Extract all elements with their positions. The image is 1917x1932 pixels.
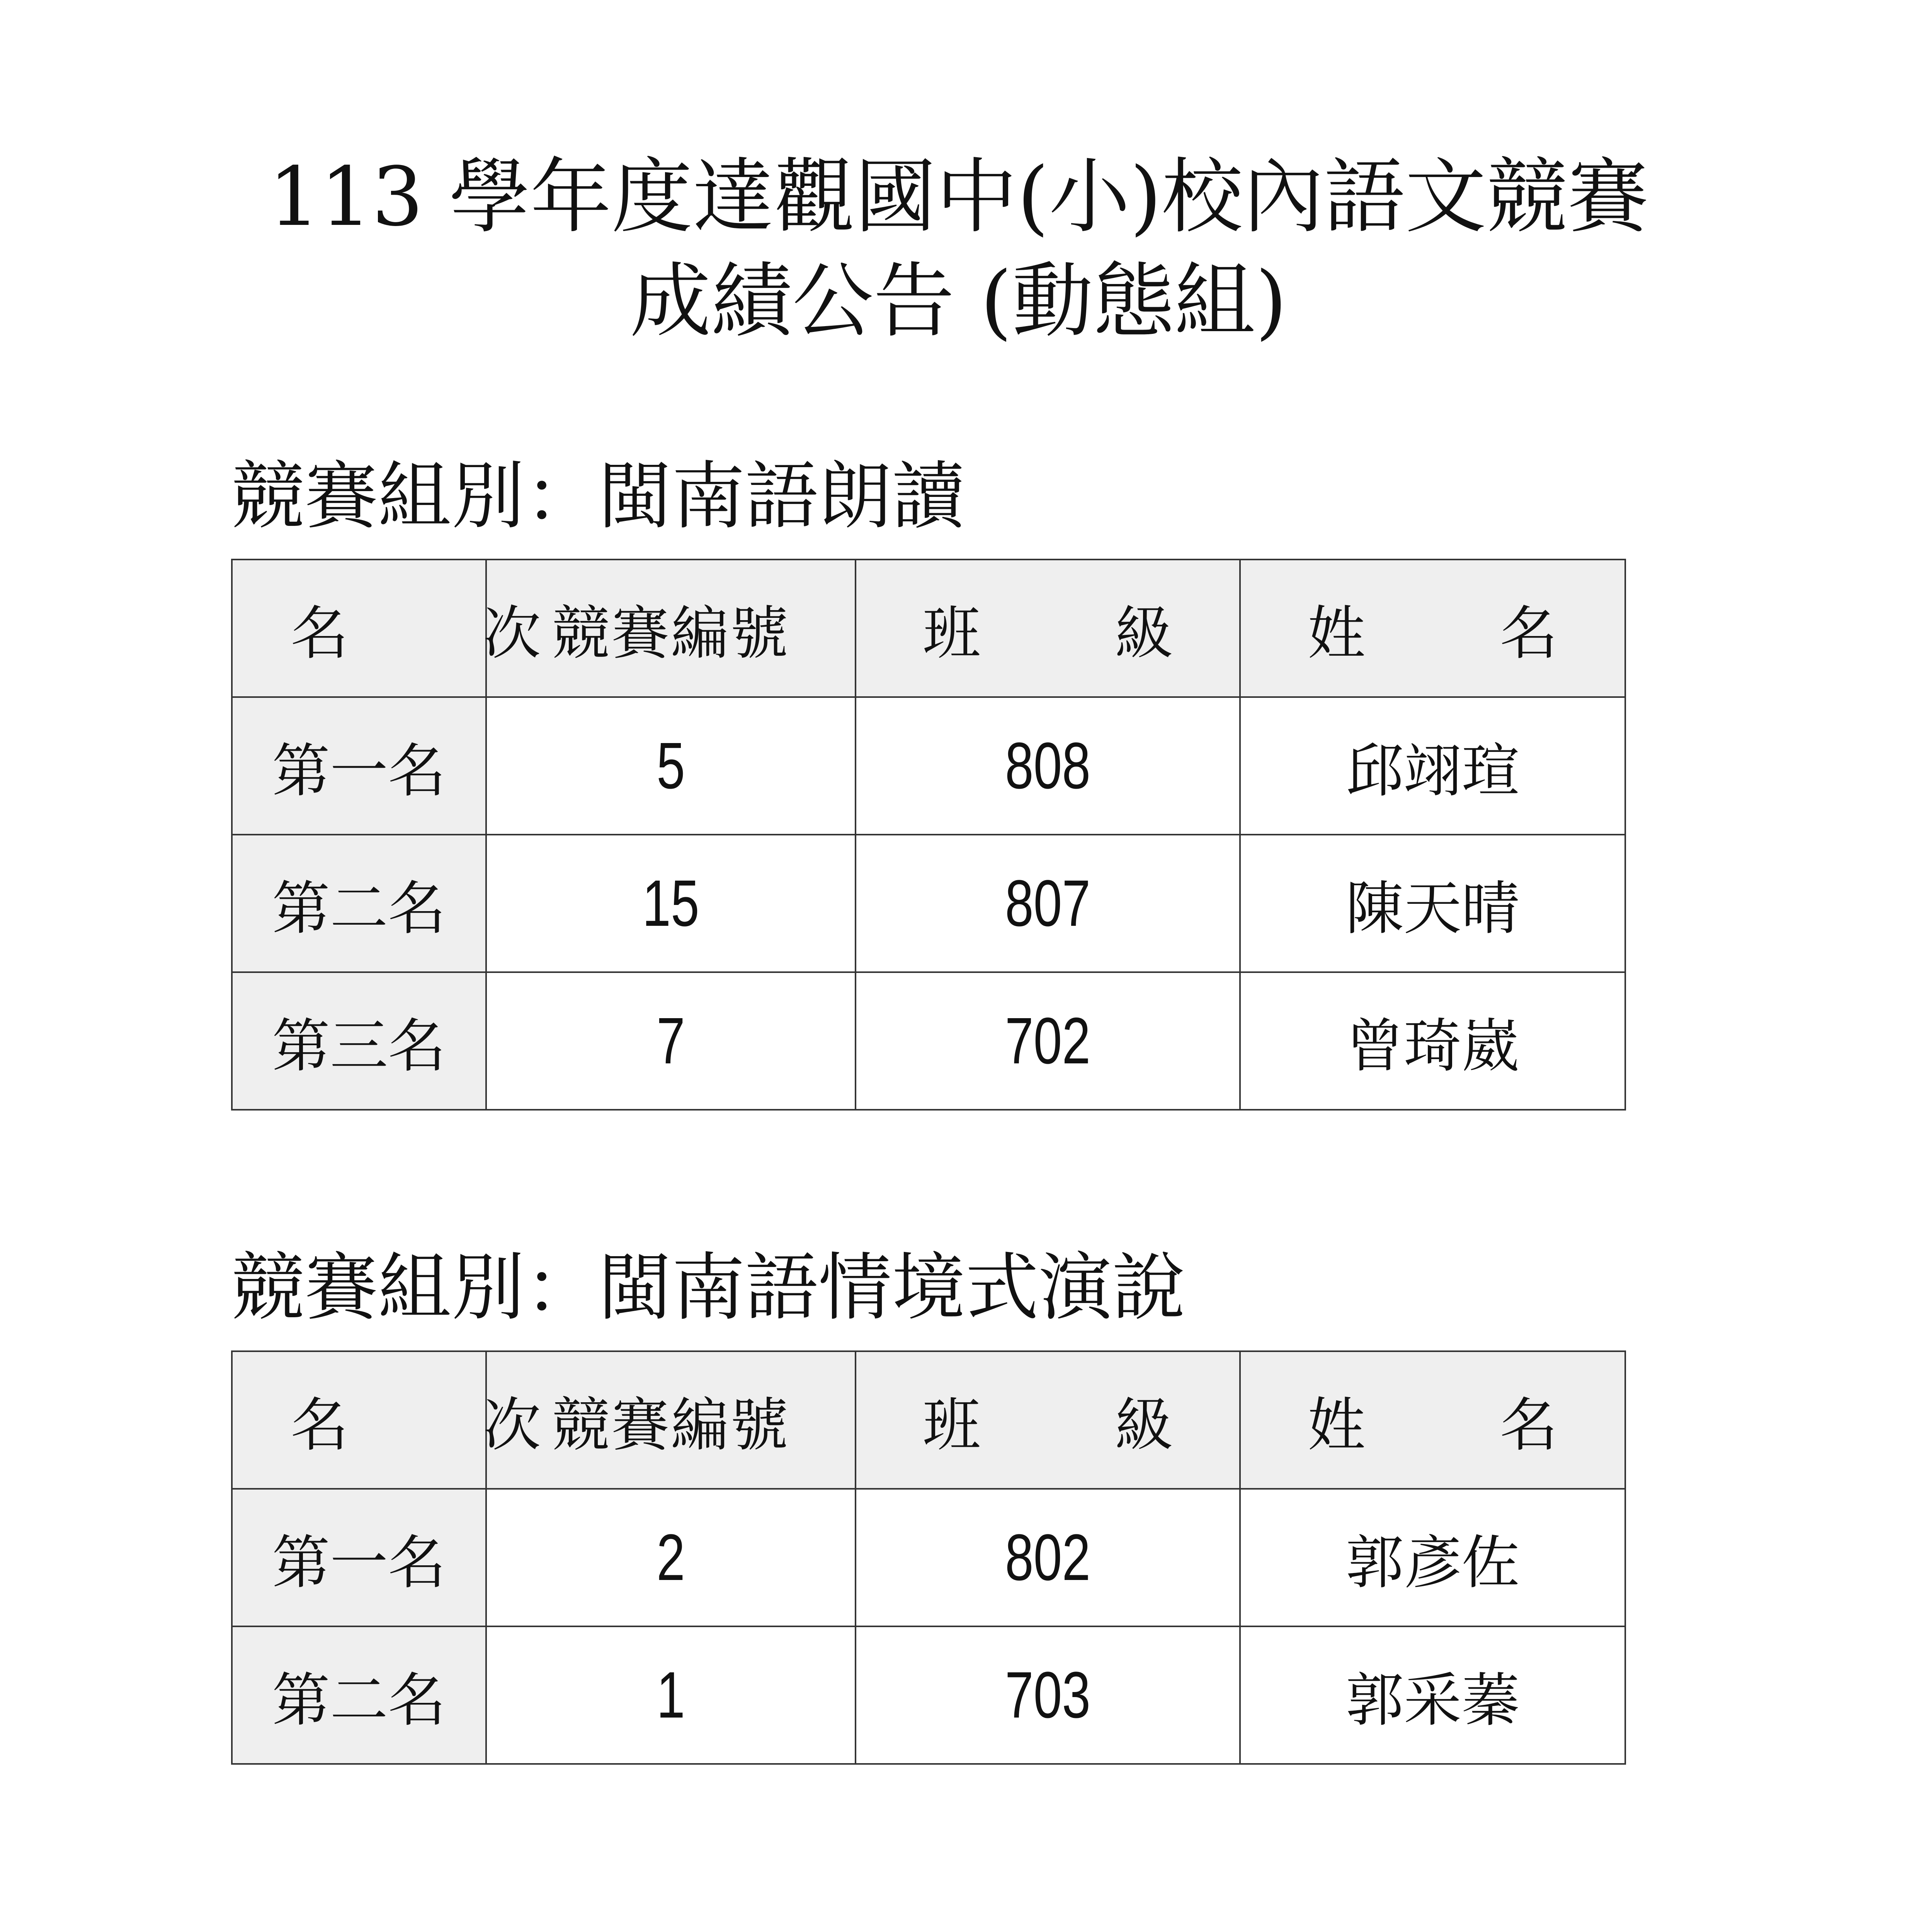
number-cell: 5 [527,697,815,835]
rank-cell: 第二名 [232,1626,486,1764]
page-subtitle: 成績公告 (動態組) [630,254,1287,349]
table-row [232,835,1625,972]
number-cell: 1 [527,1626,815,1764]
header-number: 競賽編號 [486,1351,856,1489]
table-row [232,972,1625,1110]
header-name: 姓 名 [1240,560,1625,697]
class-cell: 703 [898,1626,1197,1764]
class-cell: 702 [898,972,1197,1110]
results-table-speech [231,1350,1626,1765]
table-header-row [232,1351,1625,1489]
class-cell: 808 [898,697,1197,835]
name-cell: 郭彥佐 [1240,1489,1625,1626]
name-cell: 陳天晴 [1240,835,1625,972]
header-class: 班 級 [856,1351,1240,1489]
number-cell: 2 [527,1489,815,1626]
table-row [232,1489,1625,1626]
rank-cell: 第一名 [232,1489,486,1626]
number-cell: 15 [527,835,815,972]
header-rank: 名 次 [232,1351,486,1489]
header-class: 班 級 [856,560,1240,697]
name-cell: 郭采蓁 [1240,1626,1625,1764]
class-cell: 807 [898,835,1197,972]
rank-cell: 第三名 [232,972,486,1110]
header-rank: 名 次 [232,560,486,697]
section-heading-reading: 競賽組別：閩南語朗讀 [231,454,966,539]
rank-cell: 第一名 [232,697,486,835]
class-cell: 802 [898,1489,1197,1626]
number-cell: 7 [527,972,815,1110]
page-title: 113 學年度達觀國中(小)校內語文競賽 [268,150,1649,244]
header-number: 競賽編號 [486,560,856,697]
header-name: 姓 名 [1240,1351,1625,1489]
table-row [232,1626,1625,1764]
rank-cell: 第二名 [232,835,486,972]
table-header-row [232,560,1625,697]
table-row [232,697,1625,835]
name-cell: 曾琦崴 [1240,972,1625,1110]
name-cell: 邱翊瑄 [1240,697,1625,835]
results-table-reading [231,559,1626,1111]
section-heading-speech: 競賽組別：閩南語情境式演說 [231,1245,1186,1330]
